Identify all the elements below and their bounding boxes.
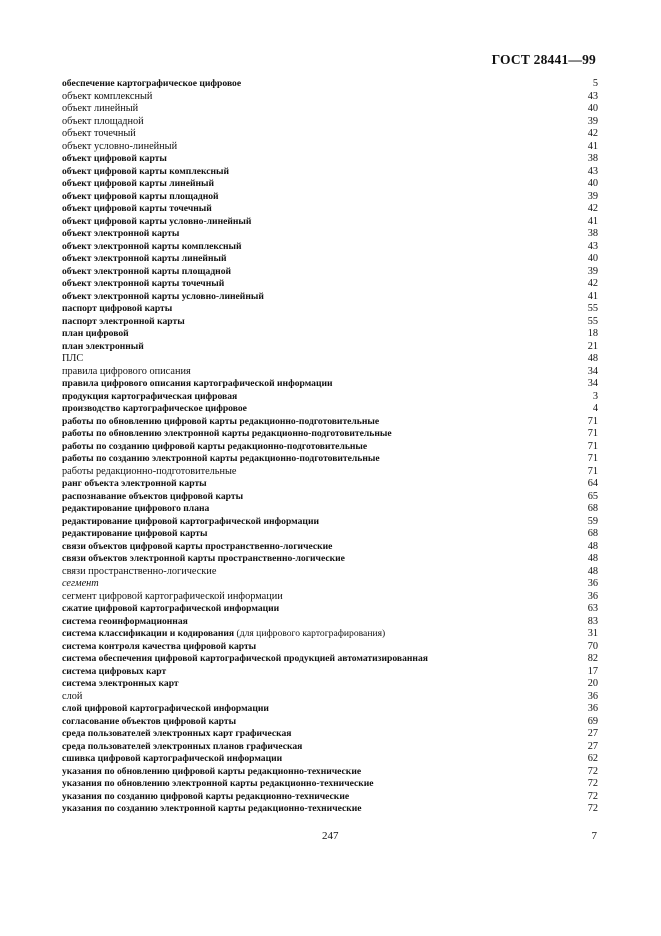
index-entry bbox=[62, 103, 598, 116]
term-index-list bbox=[62, 78, 598, 816]
index-page-ref: 70 bbox=[587, 640, 598, 652]
index-entry bbox=[62, 278, 598, 291]
index-term bbox=[62, 728, 291, 741]
index-term-text: слой цифровой картографической информации bbox=[62, 703, 269, 714]
index-entry bbox=[62, 403, 598, 416]
index-term bbox=[62, 216, 251, 229]
index-entry bbox=[62, 753, 598, 766]
index-page-ref: 68 bbox=[587, 528, 598, 539]
index-term-text: указания по созданию электронной карты редакционно-технические bbox=[62, 803, 362, 814]
index-entry bbox=[62, 353, 598, 366]
index-entry bbox=[62, 416, 598, 429]
index-term bbox=[62, 741, 302, 754]
index-term-text: объект комплексный bbox=[62, 90, 153, 102]
index-page-ref: 36 bbox=[587, 578, 598, 589]
index-term-text: объект цифровой карты комплексный bbox=[62, 165, 230, 177]
index-term-text: связи объектов электронной карты пространственно-логические bbox=[62, 553, 345, 564]
index-term-text: объект площадной bbox=[62, 115, 144, 127]
index-term bbox=[62, 266, 231, 279]
index-term-text: правила цифрового описания bbox=[62, 365, 191, 377]
index-term bbox=[62, 541, 332, 554]
index-page-ref: 43 bbox=[587, 165, 598, 177]
index-term-text: паспорт электронной карты bbox=[62, 315, 185, 327]
index-page-ref: 5 bbox=[592, 78, 598, 89]
index-entry bbox=[62, 528, 598, 541]
index-term bbox=[62, 203, 212, 216]
index-term-text: среда пользователей электронных карт графическая bbox=[62, 728, 292, 739]
index-term-text: продукция картографическая цифровая bbox=[62, 390, 238, 402]
index-term bbox=[62, 466, 237, 479]
index-term-text: распознавание объектов цифровой карты bbox=[62, 490, 244, 502]
index-term-text: сегмент bbox=[62, 578, 99, 589]
index-term bbox=[62, 191, 219, 204]
index-entry bbox=[62, 178, 598, 191]
index-page-ref: 71 bbox=[587, 453, 598, 464]
index-entry bbox=[62, 678, 598, 691]
index-entry bbox=[62, 303, 598, 316]
index-entry bbox=[62, 378, 598, 391]
index-entry bbox=[62, 78, 598, 91]
index-term-text: сшивка цифровой картографической информации bbox=[62, 753, 283, 764]
index-term bbox=[62, 416, 379, 429]
index-page-ref: 69 bbox=[587, 715, 598, 727]
index-page-ref: 31 bbox=[587, 628, 598, 639]
index-term-text: система контроля качества цифровой карты bbox=[62, 640, 257, 652]
index-entry bbox=[62, 253, 598, 266]
index-term-text: объект цифровой карты линейный bbox=[62, 178, 215, 189]
index-term-text: объект линейный bbox=[62, 103, 139, 114]
index-term bbox=[62, 278, 224, 291]
index-entry bbox=[62, 716, 598, 729]
index-term bbox=[62, 528, 207, 541]
index-term-text: объект электронной карты линейный bbox=[62, 253, 227, 264]
index-term-text: объект электронной карты bbox=[62, 228, 180, 239]
index-term bbox=[62, 653, 428, 666]
index-page-ref: 72 bbox=[587, 803, 598, 814]
index-page-ref: 39 bbox=[587, 115, 598, 127]
index-page-ref: 64 bbox=[587, 478, 598, 489]
index-term bbox=[62, 403, 247, 416]
index-page-ref: 48 bbox=[587, 540, 598, 552]
index-term bbox=[62, 178, 214, 191]
index-page-ref: 68 bbox=[587, 503, 598, 514]
index-term bbox=[62, 328, 129, 341]
index-term bbox=[62, 678, 179, 691]
index-page-ref: 55 bbox=[587, 315, 598, 327]
index-page-ref: 38 bbox=[587, 228, 598, 239]
index-page-ref: 71 bbox=[587, 415, 598, 427]
index-term bbox=[62, 453, 380, 466]
index-term-text: работы по обновлению электронной карты редакционно-подготовительные bbox=[62, 428, 392, 439]
index-page-ref: 20 bbox=[587, 678, 598, 689]
index-page-ref: 43 bbox=[587, 90, 598, 102]
index-term bbox=[62, 516, 319, 529]
index-term-text: указания по обновлению электронной карты редакционно-технические bbox=[62, 778, 374, 789]
index-entry bbox=[62, 578, 598, 591]
index-page-ref: 27 bbox=[587, 740, 598, 752]
index-term bbox=[62, 78, 241, 91]
index-page-ref: 40 bbox=[587, 103, 598, 114]
index-term bbox=[62, 353, 83, 366]
index-term bbox=[62, 691, 82, 704]
index-page-ref: 40 bbox=[587, 253, 598, 264]
index-page-ref: 42 bbox=[587, 128, 598, 139]
index-term bbox=[62, 553, 345, 566]
index-term-text: система цифровых карт bbox=[62, 665, 167, 677]
index-entry bbox=[62, 791, 598, 804]
index-entry bbox=[62, 241, 598, 254]
index-entry bbox=[62, 328, 598, 341]
index-page-ref: 27 bbox=[587, 728, 598, 739]
index-page-ref: 36 bbox=[587, 703, 598, 714]
index-entry bbox=[62, 291, 598, 304]
index-page-ref: 48 bbox=[587, 553, 598, 564]
index-term-text: слой bbox=[62, 690, 83, 702]
index-term bbox=[62, 428, 392, 441]
index-page-ref: 36 bbox=[587, 690, 598, 702]
index-term bbox=[62, 591, 283, 604]
index-term-text: работы по созданию цифровой карты редакционно-подготовительные bbox=[62, 440, 368, 452]
index-term bbox=[62, 803, 362, 816]
index-term-text: система электронных карт bbox=[62, 678, 179, 689]
index-term bbox=[62, 478, 207, 491]
index-page-ref: 39 bbox=[587, 265, 598, 277]
index-term bbox=[62, 91, 152, 104]
index-term-text: редактирование цифрового плана bbox=[62, 503, 210, 514]
index-term-text: объект цифровой карты bbox=[62, 153, 167, 164]
index-term-text: объект цифровой карты площадной bbox=[62, 190, 219, 202]
index-term bbox=[62, 166, 229, 179]
index-entry bbox=[62, 628, 598, 641]
index-term-text: план цифровой bbox=[62, 328, 129, 339]
index-entry bbox=[62, 553, 598, 566]
index-term bbox=[62, 303, 172, 316]
index-term-text: система геоинформационная bbox=[62, 615, 188, 627]
index-page-ref: 82 bbox=[587, 653, 598, 664]
index-entry bbox=[62, 541, 598, 554]
index-term bbox=[62, 291, 264, 304]
index-term-text: указания по обновлению цифровой карты редакционно-технические bbox=[62, 765, 362, 777]
index-entry bbox=[62, 478, 598, 491]
index-term bbox=[62, 703, 269, 716]
index-page-ref: 42 bbox=[587, 278, 598, 289]
index-page-ref: 17 bbox=[587, 665, 598, 677]
index-term bbox=[62, 228, 179, 241]
index-entry bbox=[62, 166, 598, 179]
index-page-ref: 21 bbox=[587, 340, 598, 352]
index-entry bbox=[62, 428, 598, 441]
index-entry bbox=[62, 466, 598, 479]
index-page-ref: 42 bbox=[587, 203, 598, 214]
page-number: 247 bbox=[322, 830, 339, 842]
index-page-ref: 48 bbox=[587, 353, 598, 364]
index-page-ref: 18 bbox=[587, 328, 598, 339]
index-entry bbox=[62, 266, 598, 279]
index-term-text: объект цифровой карты условно-линейный bbox=[62, 215, 252, 227]
sheet-number: 7 bbox=[591, 830, 597, 842]
index-term-text: указания по созданию цифровой карты редакционно-технические bbox=[62, 790, 350, 802]
index-page-ref: 40 bbox=[587, 178, 598, 189]
index-term-text: объект точечный bbox=[62, 128, 136, 139]
index-term-text: связи объектов цифровой карты пространственно-логические bbox=[62, 540, 333, 552]
index-entry bbox=[62, 116, 598, 129]
index-term bbox=[62, 603, 279, 616]
index-term bbox=[62, 441, 367, 454]
index-page-ref: 38 bbox=[587, 153, 598, 164]
index-entry bbox=[62, 316, 598, 329]
index-term bbox=[62, 641, 256, 654]
index-term bbox=[62, 766, 361, 779]
index-entry bbox=[62, 341, 598, 354]
index-page-ref: 65 bbox=[587, 490, 598, 502]
index-term bbox=[62, 391, 237, 404]
index-term-text: ПЛС bbox=[62, 353, 84, 364]
index-page-ref: 41 bbox=[587, 140, 598, 152]
index-term-text: паспорт цифровой карты bbox=[62, 303, 173, 314]
index-entry bbox=[62, 728, 598, 741]
index-term-text: редактирование цифровой картографической информации bbox=[62, 515, 320, 527]
index-term-text: работы по обновлению цифровой карты редакционно-подготовительные bbox=[62, 415, 380, 427]
index-page-ref: 34 bbox=[587, 378, 598, 389]
index-term-text: объект электронной карты условно-линейный bbox=[62, 290, 264, 302]
index-entry bbox=[62, 741, 598, 754]
index-term-text: среда пользователей электронных планов графическая bbox=[62, 740, 303, 752]
index-page-ref: 71 bbox=[587, 440, 598, 452]
index-term bbox=[62, 628, 385, 641]
index-term bbox=[62, 316, 185, 329]
index-term bbox=[62, 153, 167, 166]
index-page-ref: 3 bbox=[592, 390, 598, 402]
index-entry bbox=[62, 453, 598, 466]
index-page-ref: 4 bbox=[592, 403, 598, 414]
index-term-text: ранг объекта электронной карты bbox=[62, 478, 207, 489]
index-page-ref: 72 bbox=[587, 778, 598, 789]
index-term bbox=[62, 578, 99, 591]
index-term bbox=[62, 566, 216, 579]
index-term-text: связи пространственно-логические bbox=[62, 565, 217, 577]
index-term-text: объект электронной карты точечный bbox=[62, 278, 225, 289]
index-entry bbox=[62, 203, 598, 216]
index-term-text: объект цифровой карты точечный bbox=[62, 203, 212, 214]
index-page-ref: 83 bbox=[587, 615, 598, 627]
index-entry bbox=[62, 91, 598, 104]
index-term-text: объект электронной карты комплексный bbox=[62, 240, 242, 252]
index-term bbox=[62, 128, 136, 141]
index-entry bbox=[62, 516, 598, 529]
index-entry bbox=[62, 653, 598, 666]
index-page-ref: 41 bbox=[587, 215, 598, 227]
index-term bbox=[62, 778, 374, 791]
index-term-text: объект условно-линейный bbox=[62, 140, 178, 152]
index-term-text: согласование объектов цифровой карты bbox=[62, 715, 237, 727]
index-term-text: сегмент цифровой картографической информации bbox=[62, 590, 283, 602]
index-term-text: обеспечение картографическое цифровое bbox=[62, 78, 242, 89]
index-term-text: работы по созданию электронной карты редакционно-подготовительные bbox=[62, 453, 380, 464]
document-header: ГОСТ 28441—99 bbox=[491, 52, 596, 67]
index-term bbox=[62, 253, 227, 266]
index-term-text: план электронный bbox=[62, 340, 144, 352]
index-entry bbox=[62, 228, 598, 241]
index-term-text: система обеспечения цифровой картографической продукцией автоматизированная bbox=[62, 653, 428, 664]
index-term bbox=[62, 753, 282, 766]
index-term bbox=[62, 366, 191, 379]
index-entry bbox=[62, 616, 598, 629]
index-term bbox=[62, 378, 333, 391]
index-entry bbox=[62, 216, 598, 229]
index-term-text: система классификации и кодирования bbox=[62, 628, 235, 639]
index-entry bbox=[62, 778, 598, 791]
index-page-ref: 72 bbox=[587, 790, 598, 802]
index-term bbox=[62, 241, 242, 254]
index-term-text: производство картографическое цифровое bbox=[62, 403, 247, 414]
index-term bbox=[62, 141, 177, 154]
index-page-ref: 48 bbox=[587, 565, 598, 577]
index-entry bbox=[62, 641, 598, 654]
index-entry bbox=[62, 441, 598, 454]
index-page-ref: 72 bbox=[587, 765, 598, 777]
index-entry bbox=[62, 591, 598, 604]
index-term bbox=[62, 341, 144, 354]
index-page-ref: 43 bbox=[587, 240, 598, 252]
index-entry bbox=[62, 603, 598, 616]
index-term bbox=[62, 491, 243, 504]
index-page-ref: 34 bbox=[587, 365, 598, 377]
index-term-qualifier: (для цифрового картографирования) bbox=[234, 628, 386, 639]
index-page-ref: 62 bbox=[587, 753, 598, 764]
index-entry bbox=[62, 491, 598, 504]
index-term bbox=[62, 616, 188, 629]
index-term bbox=[62, 116, 144, 129]
index-page-ref: 36 bbox=[587, 590, 598, 602]
index-entry bbox=[62, 666, 598, 679]
index-entry bbox=[62, 128, 598, 141]
index-term-text: правила цифрового описания картографической информации bbox=[62, 378, 333, 389]
index-entry bbox=[62, 691, 598, 704]
index-page-ref: 41 bbox=[587, 290, 598, 302]
index-term bbox=[62, 103, 138, 116]
index-page-ref: 71 bbox=[587, 428, 598, 439]
index-term-text: редактирование цифровой карты bbox=[62, 528, 208, 539]
index-page-ref: 55 bbox=[587, 303, 598, 314]
index-entry bbox=[62, 703, 598, 716]
index-page-ref: 39 bbox=[587, 190, 598, 202]
index-entry bbox=[62, 766, 598, 779]
index-entry bbox=[62, 803, 598, 816]
index-term-text: объект электронной карты площадной bbox=[62, 265, 232, 277]
index-entry bbox=[62, 503, 598, 516]
index-term bbox=[62, 503, 209, 516]
index-page-ref: 71 bbox=[587, 465, 598, 477]
index-entry bbox=[62, 391, 598, 404]
index-entry bbox=[62, 366, 598, 379]
index-entry bbox=[62, 566, 598, 579]
index-term bbox=[62, 791, 349, 804]
index-entry bbox=[62, 153, 598, 166]
index-entry bbox=[62, 141, 598, 154]
index-entry bbox=[62, 191, 598, 204]
index-term-text: сжатие цифровой картографической информации bbox=[62, 603, 280, 614]
index-page-ref: 59 bbox=[587, 515, 598, 527]
index-term-text: работы редакционно-подготовительные bbox=[62, 465, 237, 477]
index-term bbox=[62, 666, 166, 679]
index-page-ref: 63 bbox=[587, 603, 598, 614]
index-term bbox=[62, 716, 236, 729]
